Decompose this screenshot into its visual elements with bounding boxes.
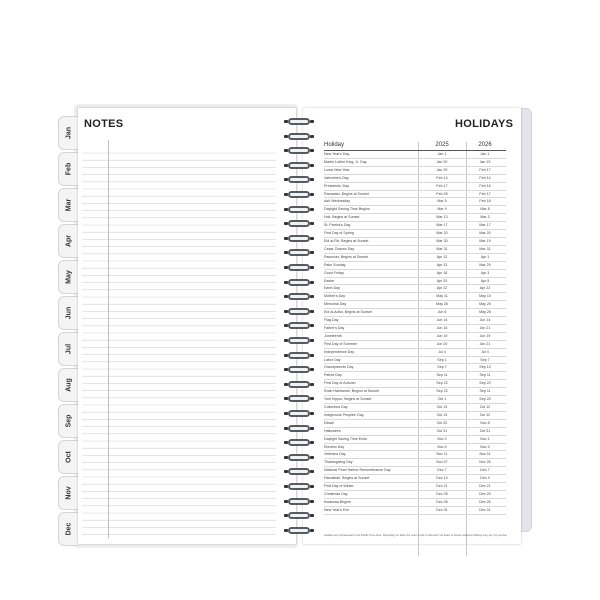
holiday-date-2026: Dec 31 (464, 506, 506, 514)
holiday-name: Daylight Saving Time Begins (324, 206, 420, 214)
holiday-date-2025: Jan 1 (420, 151, 464, 159)
holiday-row (324, 222, 506, 230)
month-tab-sep[interactable] (58, 404, 78, 438)
holiday-row (324, 404, 506, 412)
month-tab-aug[interactable] (58, 368, 78, 402)
holiday-name: Halloween (324, 427, 420, 435)
spiral-ring (284, 439, 314, 446)
holiday-row (324, 324, 506, 332)
holiday-row (324, 206, 506, 214)
holidays-table (324, 142, 506, 515)
spiral-ring (284, 352, 314, 359)
holiday-date-2025: Jan 29 (420, 166, 464, 174)
month-tab-may[interactable] (58, 260, 78, 294)
spiral-ring (284, 147, 314, 154)
holiday-row (324, 483, 506, 491)
holiday-name: First Day of Summer (324, 340, 420, 348)
holiday-row (324, 380, 506, 388)
spiral-ring (284, 527, 314, 534)
holiday-name: Palm Sunday (324, 261, 420, 269)
holiday-row (324, 419, 506, 427)
holiday-name: Presidents' Day (324, 182, 420, 190)
holiday-row (324, 332, 506, 340)
holiday-date-2025: Feb 14 (420, 174, 464, 182)
holiday-name: Mother's Day (324, 293, 420, 301)
holiday-name: Eid al-Adha, Begins at Sunset (324, 309, 420, 317)
holiday-date-2025: Jul 4 (420, 348, 464, 356)
holiday-date-2025: Mar 13 (420, 214, 464, 222)
month-tab-mar[interactable] (58, 188, 78, 222)
holiday-name: Earth Day (324, 285, 420, 293)
spiral-binding (284, 112, 318, 544)
holiday-date-2026: Dec 25 (464, 490, 506, 498)
holiday-date-2026: Sep 13 (464, 364, 506, 372)
holiday-row (324, 253, 506, 261)
holiday-row (324, 269, 506, 277)
spiral-ring (284, 279, 314, 286)
holiday-date-2025: Sep 22 (420, 380, 464, 388)
holiday-row (324, 364, 506, 372)
spiral-ring (284, 308, 314, 315)
holiday-date-2025: Mar 31 (420, 245, 464, 253)
holiday-date-2025: Sep 11 (420, 372, 464, 380)
holiday-date-2026: Sep 20 (464, 396, 506, 404)
holiday-row (324, 451, 506, 459)
holiday-date-2026: Mar 3 (464, 214, 506, 222)
spiral-ring (284, 425, 314, 432)
holidays-table-header (324, 142, 506, 151)
spiral-ring (284, 118, 314, 125)
spiral-ring (284, 206, 314, 213)
holiday-date-2026: Jun 21 (464, 324, 506, 332)
month-tab-oct[interactable] (58, 440, 78, 474)
holiday-date-2026: Dec 21 (464, 483, 506, 491)
holiday-date-2026: Sep 22 (464, 380, 506, 388)
month-tab-nov[interactable] (58, 476, 78, 510)
spiral-ring (284, 249, 314, 256)
holiday-date-2025: Feb 28 (420, 190, 464, 198)
holiday-date-2026: Mar 29 (464, 261, 506, 269)
holiday-row (324, 348, 506, 356)
spiral-ring (284, 176, 314, 183)
holiday-date-2025: Sep 1 (420, 356, 464, 364)
holiday-row (324, 182, 506, 190)
holiday-date-2026: Dec 26 (464, 498, 506, 506)
holiday-row (324, 475, 506, 483)
spiral-ring (284, 366, 314, 373)
holiday-date-2025: Apr 20 (420, 277, 464, 285)
holiday-date-2025: May 11 (420, 293, 464, 301)
holiday-row (324, 356, 506, 364)
spiral-ring (284, 410, 314, 417)
holiday-row (324, 166, 506, 174)
holiday-name: Juneteenth (324, 332, 420, 340)
holiday-name: New Year's Eve (324, 506, 420, 514)
holiday-row (324, 230, 506, 238)
holiday-name: New Year's Day (324, 151, 420, 159)
spiral-ring (284, 395, 314, 402)
holiday-name: Easter (324, 277, 420, 285)
month-tab-label: Sep (65, 414, 72, 428)
spiral-ring (284, 337, 314, 344)
holiday-date-2026: Dec 4 (464, 475, 506, 483)
spiral-ring (284, 468, 314, 475)
month-tab-dec[interactable] (58, 512, 78, 546)
holiday-date-2026: Oct 31 (464, 427, 506, 435)
holiday-name: Labor Day (324, 356, 420, 364)
holiday-name: Veterans Day (324, 451, 420, 459)
holiday-date-2026: Jan 19 (464, 158, 506, 166)
holiday-date-2025: Jun 19 (420, 332, 464, 340)
holiday-name: Thanksgiving Day (324, 459, 420, 467)
month-tab-jun[interactable] (58, 296, 78, 330)
holiday-name: National Pearl Harbor Remembrance Day (324, 467, 420, 475)
holiday-name: Indigenous Peoples' Day (324, 411, 420, 419)
holiday-date-2025: Dec 7 (420, 467, 464, 475)
holiday-date-2025: Nov 2 (420, 435, 464, 443)
holiday-date-2025: Oct 1 (420, 396, 464, 404)
spiral-ring (284, 235, 314, 242)
holiday-name: Independence Day (324, 348, 420, 356)
holiday-name: Daylight Saving Time Ends (324, 435, 420, 443)
header-year-2025: 2025 (420, 142, 464, 151)
holiday-name: Rosh Hashanah, Begins at Sunset (324, 388, 420, 396)
spiral-ring (284, 322, 314, 329)
holiday-name: Ash Wednesday (324, 198, 420, 206)
month-tab-label: Oct (65, 451, 72, 463)
month-tab-apr[interactable] (58, 224, 78, 258)
holiday-date-2025: Feb 17 (420, 182, 464, 190)
holiday-date-2026: Mar 8 (464, 206, 506, 214)
holiday-date-2026: Sep 11 (464, 388, 506, 396)
month-tab-label: Aug (65, 378, 72, 392)
holiday-date-2026: Feb 14 (464, 174, 506, 182)
holiday-row (324, 427, 506, 435)
holiday-date-2025: Apr 12 (420, 253, 464, 261)
holiday-row (324, 237, 506, 245)
holiday-date-2026: Mar 31 (464, 245, 506, 253)
holiday-row (324, 293, 506, 301)
holiday-row (324, 459, 506, 467)
holiday-date-2025: Mar 20 (420, 230, 464, 238)
holiday-row (324, 498, 506, 506)
holiday-date-2025: Dec 31 (420, 506, 464, 514)
holiday-name: First Day of Spring (324, 230, 420, 238)
header-year-2026: 2026 (464, 142, 506, 151)
holiday-name: Flag Day (324, 317, 420, 325)
holiday-date-2025: Jun 15 (420, 324, 464, 332)
holiday-date-2025: Sep 7 (420, 364, 464, 372)
holiday-name: Valentine's Day (324, 174, 420, 182)
holiday-date-2026: Apr 3 (464, 269, 506, 277)
holiday-name: Martin Luther King, Jr. Day (324, 158, 420, 166)
holiday-date-2026: Nov 3 (464, 443, 506, 451)
notes-margin-line (108, 140, 109, 538)
holiday-date-2026: Oct 12 (464, 404, 506, 412)
holiday-date-2025: Mar 9 (420, 206, 464, 214)
holiday-date-2025: Mar 17 (420, 222, 464, 230)
holiday-name: Yom Kippur, Begins at Sunset (324, 396, 420, 404)
holiday-date-2025: Dec 26 (420, 498, 464, 506)
holiday-row (324, 151, 506, 159)
spiral-ring (284, 191, 314, 198)
holiday-date-2026: Oct 12 (464, 411, 506, 419)
holiday-date-2026: Sep 7 (464, 356, 506, 364)
holiday-name: Election Day (324, 443, 420, 451)
holiday-date-2026: Feb 17 (464, 190, 506, 198)
holiday-date-2025: Apr 18 (420, 269, 464, 277)
month-tab-jan[interactable] (58, 116, 78, 150)
holiday-date-2025: Sep 22 (420, 388, 464, 396)
holiday-date-2025: Nov 27 (420, 459, 464, 467)
holiday-date-2026: Apr 1 (464, 253, 506, 261)
holiday-date-2026: Nov 1 (464, 435, 506, 443)
holiday-date-2025: Oct 13 (420, 411, 464, 419)
holiday-name: St. Patrick's Day (324, 222, 420, 230)
holiday-row (324, 261, 506, 269)
notes-title: NOTES (84, 118, 124, 130)
spiral-ring (284, 162, 314, 169)
month-tabs (58, 116, 78, 548)
holiday-name: Columbus Day (324, 404, 420, 412)
holiday-date-2025: Nov 4 (420, 443, 464, 451)
holiday-date-2026: Dec 7 (464, 467, 506, 475)
holiday-row (324, 411, 506, 419)
holiday-date-2025: Dec 25 (420, 490, 464, 498)
holiday-name: Kwanzaa Begins (324, 498, 420, 506)
holiday-name: Grandparents Day (324, 364, 420, 372)
holiday-date-2025: Apr 13 (420, 261, 464, 269)
holiday-date-2025: Oct 31 (420, 427, 464, 435)
holiday-date-2026: Apr 22 (464, 285, 506, 293)
holiday-date-2026: Jan 1 (464, 151, 506, 159)
month-tab-label: Jul (65, 343, 72, 355)
holiday-date-2026: Nov 26 (464, 459, 506, 467)
holiday-date-2025: Mar 5 (420, 198, 464, 206)
month-tab-label: May (65, 270, 72, 284)
holiday-name: Christmas Day (324, 490, 420, 498)
holiday-row (324, 372, 506, 380)
spiral-ring (284, 483, 314, 490)
holiday-name: First Day of Winter (324, 483, 420, 491)
month-tab-jul[interactable] (58, 332, 78, 366)
holiday-name: Ramadan, Begins at Sunset (324, 190, 420, 198)
holiday-row (324, 158, 506, 166)
holiday-name: Eid al-Fitr, Begins at Sunset (324, 237, 420, 245)
spiral-ring (284, 454, 314, 461)
holiday-date-2026: Feb 17 (464, 166, 506, 174)
spiral-ring (284, 512, 314, 519)
holiday-date-2025: Jun 20 (420, 340, 464, 348)
holiday-row (324, 435, 506, 443)
holiday-row (324, 506, 506, 514)
month-tab-label: Nov (65, 486, 72, 500)
holiday-row (324, 317, 506, 325)
month-tab-feb[interactable] (58, 152, 78, 186)
holiday-date-2025: Apr 22 (420, 285, 464, 293)
holiday-date-2026: Feb 18 (464, 198, 506, 206)
spiral-ring (284, 220, 314, 227)
holiday-row (324, 301, 506, 309)
holiday-row (324, 277, 506, 285)
holiday-date-2026: Apr 5 (464, 277, 506, 285)
holiday-date-2026: May 26 (464, 309, 506, 317)
holiday-date-2025: Jan 20 (420, 158, 464, 166)
holiday-row (324, 396, 506, 404)
holiday-date-2026: Sep 11 (464, 372, 506, 380)
holiday-name: Diwali (324, 419, 420, 427)
holiday-name: Lunar New Year (324, 166, 420, 174)
holiday-date-2025: Mar 30 (420, 237, 464, 245)
holiday-date-2025: Nov 11 (420, 451, 464, 459)
month-tab-label: Mar (65, 198, 72, 212)
spiral-ring (284, 293, 314, 300)
holiday-date-2025: Jun 6 (420, 309, 464, 317)
month-tab-label: Apr (65, 234, 72, 248)
header-holiday: Holiday (324, 142, 420, 151)
holiday-date-2026: Jun 19 (464, 332, 506, 340)
holidays-title: HOLIDAYS (455, 118, 514, 130)
holiday-name: Hanukkah, Begins at Sunset (324, 475, 420, 483)
holiday-date-2025: May 26 (420, 301, 464, 309)
holiday-date-2025: Dec 21 (420, 483, 464, 491)
holiday-date-2026: May 25 (464, 301, 506, 309)
month-tab-label: Jan (65, 126, 72, 140)
holiday-row (324, 245, 506, 253)
holiday-row (324, 388, 506, 396)
holiday-date-2026: Jul 4 (464, 348, 506, 356)
month-tab-label: Dec (65, 522, 72, 536)
notes-ruled-lines (82, 140, 276, 538)
holiday-date-2025: Oct 13 (420, 404, 464, 412)
holiday-name: Memorial Day (324, 301, 420, 309)
holiday-name: Father's Day (324, 324, 420, 332)
holiday-date-2025: Jun 14 (420, 317, 464, 325)
holiday-date-2026: Mar 20 (464, 230, 506, 238)
holiday-date-2025: Oct 20 (420, 419, 464, 427)
holiday-name: Good Friday (324, 269, 420, 277)
spiral-ring (284, 264, 314, 271)
month-tab-label: Jun (65, 306, 72, 320)
holiday-name: Holi, Begins at Sunset (324, 214, 420, 222)
month-tab-label: Feb (65, 162, 72, 176)
holiday-row (324, 285, 506, 293)
holiday-name: Patriot Day (324, 372, 420, 380)
holiday-row (324, 214, 506, 222)
holiday-row (324, 443, 506, 451)
holiday-date-2025: Dec 14 (420, 475, 464, 483)
holiday-date-2026: Nov 8 (464, 419, 506, 427)
holiday-row (324, 467, 506, 475)
holiday-row (324, 340, 506, 348)
holiday-name: First Day of Autumn (324, 380, 420, 388)
spiral-ring (284, 133, 314, 140)
holiday-name: Cesar Chavez Day (324, 245, 420, 253)
holiday-date-2026: Jun 14 (464, 317, 506, 325)
holiday-date-2026: Jun 21 (464, 340, 506, 348)
holiday-row (324, 309, 506, 317)
holiday-date-2026: Feb 16 (464, 182, 506, 190)
spiral-ring (284, 381, 314, 388)
holiday-name: Passover, Begins at Sunset (324, 253, 420, 261)
spiral-ring (284, 498, 314, 505)
holiday-date-2026: May 10 (464, 293, 506, 301)
holiday-date-2026: Mar 19 (464, 237, 506, 245)
holiday-date-2026: Mar 17 (464, 222, 506, 230)
holiday-row (324, 198, 506, 206)
holiday-row (324, 190, 506, 198)
holiday-row (324, 174, 506, 182)
holiday-date-2026: Nov 11 (464, 451, 506, 459)
holiday-row (324, 490, 506, 498)
holidays-footnote: Holidays are represented in the Pacific Time Zone. Depending on when the moon cycle is observed, the dates of certain religious holidays may vary by one day. (324, 534, 508, 537)
